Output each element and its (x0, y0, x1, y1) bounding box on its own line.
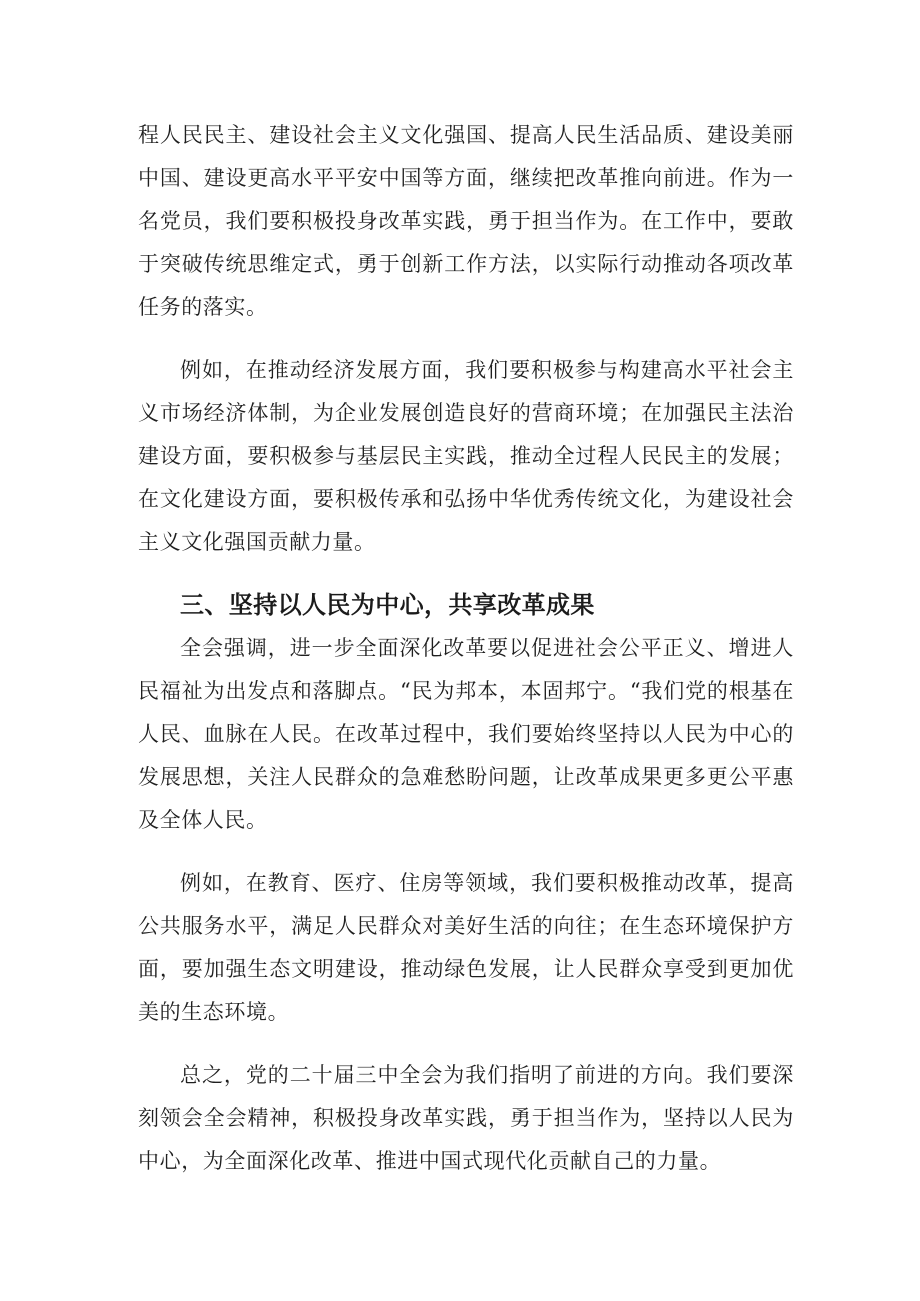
paragraph-continuation: 程人民民主、建设社会主义文化强国、提高人民生活品质、建设美丽中国、建设更高水平平安中国等方面，继续把改革推向前进。作为一名党员，我们要积极投身改革实践，勇于担当作为。在工作中，要敢于突破传统思维定式，勇于创新工作方法，以实际行动推动各项改革任务的落实。 (138, 123, 794, 319)
paragraph-conclusion: 总之，党的二十届三中全会为我们指明了前进的方向。我们要深刻领会全会精神，积极投身改革实践，勇于担当作为，坚持以人民为中心，为全面深化改革、推进中国式现代化贡献自己的力量。 (138, 1063, 794, 1173)
paragraph-example-economy: 例如，在推动经济发展方面，我们要积极参与构建高水平社会主义市场经济体制，为企业发展创造良好的营商环境；在加强民主法治建设方面，要积极参与基层民主实践，推动全过程人民民主的发展；在文化建设方面，要积极传承和弘扬中华优秀传统文化，为建设社会主义文化强国贡献力量。 (138, 358, 794, 554)
paragraph-gap (138, 1034, 794, 1054)
document-body (138, 114, 794, 1183)
paragraph-gap (138, 564, 794, 584)
paragraph-plenary-emphasis: 全会强调，进一步全面深化改革要以促进社会公平正义、增进人民福祉为出发点和落脚点。“民为邦本，本固邦宁。“我们党的根基在人民、血脉在人民。在改革过程中，我们要始终坚持以人民为中心的发展思想，关注人民群众的急难愁盼问题，让改革成果更多更公平惠及全体人民。 (138, 636, 794, 832)
paragraph-gap (138, 842, 794, 862)
paragraph-gap (138, 329, 794, 349)
paragraph-example-public-services: 例如，在教育、医疗、住房等领域，我们要积极推动改革，提高公共服务水平，满足人民群众对美好生活的向往；在生态环境保护方面，要加强生态文明建设，推动绿色发展，让人民群众享受到更加优美的生态环境。 (138, 871, 794, 1024)
section-heading: 三、坚持以人民为中心，共享改革成果 (180, 591, 595, 619)
